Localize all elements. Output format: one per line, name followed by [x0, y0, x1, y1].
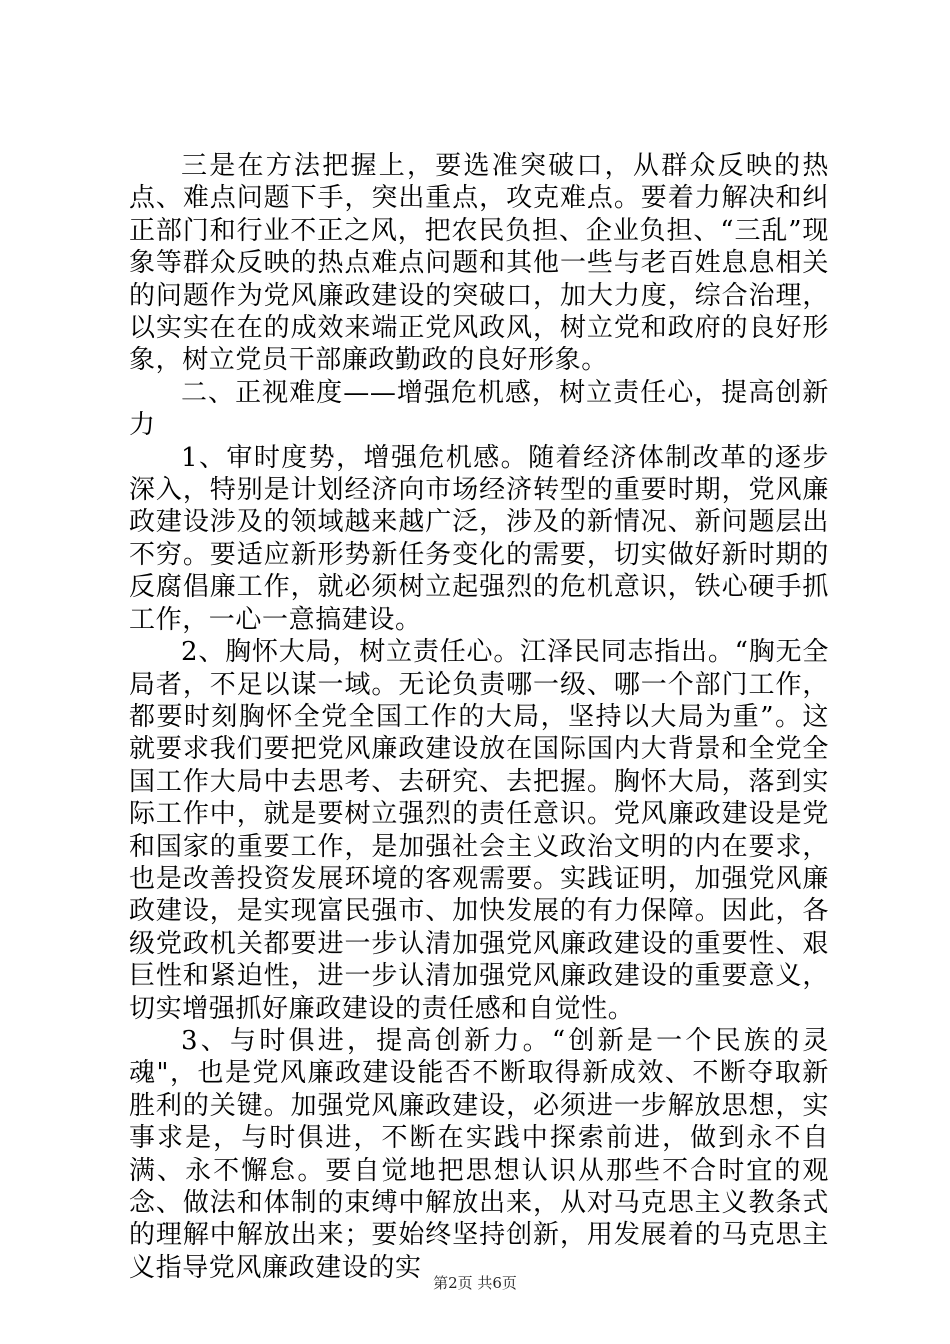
- paragraph-innovation: 3、与时俱进，提高创新力。“创新是一个民族的灵魂"，也是党风廉政建设能否不断取得新成效、不断夺取新胜利的关键。加强党风廉政建设，必须进一步解放思想，实事求是，与时俱进，不断在实践中探索前进，做到永不自满、永不懈怠。要自觉地把思想认识从那些不合时宜的观念、做法和体制的束缚中解放出来，从对马克思主义教条式的理解中解放出来；要始终坚持创新，用发展着的马克思主义指导党风廉政建设的实: [129, 1025, 829, 1283]
- page-number-footer: 第2页 共6页: [433, 1274, 517, 1292]
- document-body: [129, 150, 829, 1284]
- paragraph-responsibility: 2、胸怀大局，树立责任心。江泽民同志指出。“胸无全局者，不足以谋一域。无论负责哪一级、哪一个部门工作，都要时刻胸怀全党全国工作的大局，坚持以大局为重”。这就要求我们要把党风廉政建设放在国际国内大背景和全党全国工作大局中去思考、去研究、去把握。胸怀大局，落到实际工作中，就是要树立强烈的责任意识。党风廉政建设是党和国家的重要工作，是加强社会主义政治文明的内在要求，也是改善投资发展环境的客观需要。实践证明，加强党风廉政建设，是实现富民强市、加快发展的有力保障。因此，各级党政机关都要进一步认清加强党风廉政建设的重要性、艰巨性和紧迫性，进一步认清加强党风廉政建设的重要意义，切实增强抓好廉政建设的责任感和自觉性。: [129, 637, 829, 1024]
- section-heading: 二、正视难度——增强危机感，树立责任心，提高创新力: [129, 377, 829, 441]
- paragraph-crisis: 1、审时度势，增强危机感。随着经济体制改革的逐步深入，特别是计划经济向市场经济转型的重要时期，党风廉政建设涉及的领域越来越广泛，涉及的新情况、新问题层出不穷。要适应新形势新任务变化的需要，切实做好新时期的反腐倡廉工作，就必须树立起强烈的危机意识，铁心硬手抓工作，一心一意搞建设。: [129, 442, 829, 635]
- paragraph-method: 三是在方法把握上，要选准突破口，从群众反映的热点、难点问题下手，突出重点，攻克难点。要着力解决和纠正部门和行业不正之风，把农民负担、企业负担、“三乱”现象等群众反映的热点难点问题和其他一些与老百姓息息相关的问题作为党风廉政建设的突破口，加大力度，综合治理，以实实在在的成效来端正党风政风，树立党和政府的良好形象，树立党员干部廉政勤政的良好形象。: [129, 151, 829, 376]
